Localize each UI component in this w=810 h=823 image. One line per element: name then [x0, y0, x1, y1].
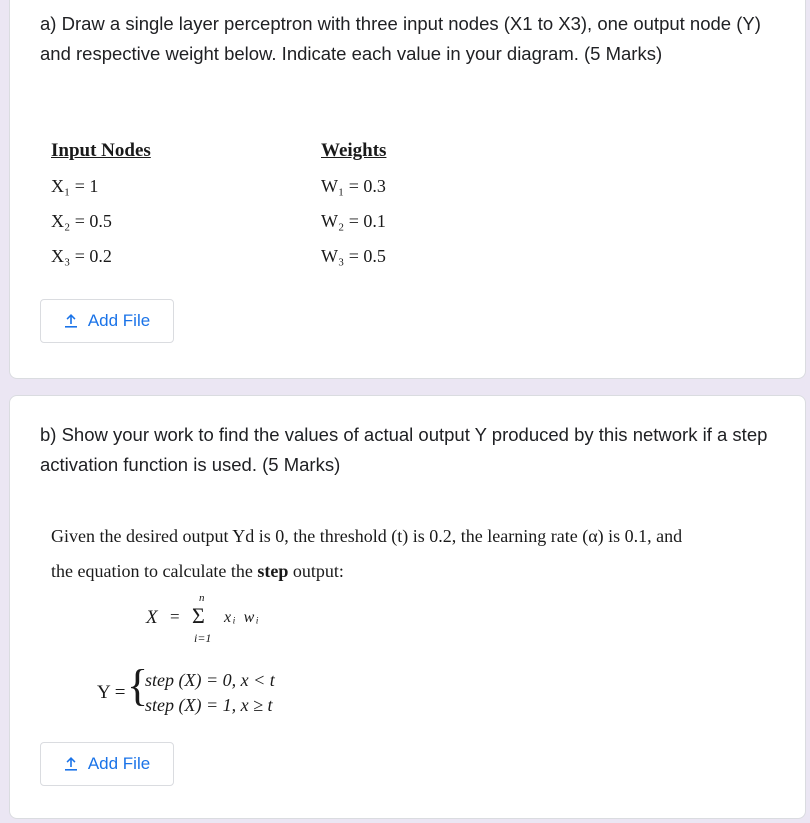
input-node-x2: X₂ = 0.5	[51, 211, 112, 231]
weight-w2: W₂ = 0.1	[321, 211, 386, 231]
weight-w1: W₁ = 0.3	[321, 176, 386, 196]
sum-lhs: X	[146, 607, 158, 628]
given-line-2-start: the equation to calculate the	[51, 561, 258, 581]
question-card-a	[9, 0, 806, 379]
question-card-b	[9, 395, 806, 819]
given-line-2-end: output:	[288, 561, 344, 581]
sum-lower-limit: i=1	[194, 631, 212, 645]
table-header-weights: Weights	[321, 140, 387, 161]
upload-icon	[64, 756, 78, 772]
given-line-1: Given the desired output Yd is 0, the threshold (t) is 0.2, the learning rate (α) is 0.1, and	[51, 526, 683, 546]
piecewise-case-1: step (X) = 0, x < t	[145, 670, 275, 690]
sum-term: xᵢ wᵢ	[224, 609, 261, 626]
piecewise-case-2: step (X) = 1, x ≥ t	[145, 695, 273, 715]
weight-w3: W₃ = 0.5	[321, 246, 386, 266]
table-header-input-nodes: Input Nodes	[51, 140, 151, 161]
add-file-button-b[interactable]	[40, 742, 174, 786]
piecewise-lhs: Y =	[97, 682, 126, 703]
sum-upper-limit: n	[199, 592, 205, 604]
sum-equals: =	[170, 607, 180, 626]
add-file-button-a[interactable]	[40, 299, 174, 343]
input-node-x1: X₁ = 1	[51, 176, 99, 196]
sum-sigma: Σ	[192, 603, 205, 628]
question-b-text: b) Show your work to find the values of actual output Y produced by this network if a step activation function is used. (5 Marks)	[40, 424, 768, 475]
add-file-label-b: Add File	[87, 754, 151, 773]
upload-icon	[64, 313, 78, 329]
question-a-text: a) Draw a single layer perceptron with three input nodes (X1 to X3), one output node (Y) and respective weight below. Indicate each value in your diagram. (5 Marks)	[40, 13, 761, 64]
piecewise-brace: {	[127, 661, 149, 710]
given-line-2-bold: step	[257, 561, 289, 581]
input-node-x3: X₃ = 0.2	[51, 246, 112, 266]
add-file-label-a: Add File	[87, 311, 151, 330]
given-line-2	[51, 554, 771, 589]
